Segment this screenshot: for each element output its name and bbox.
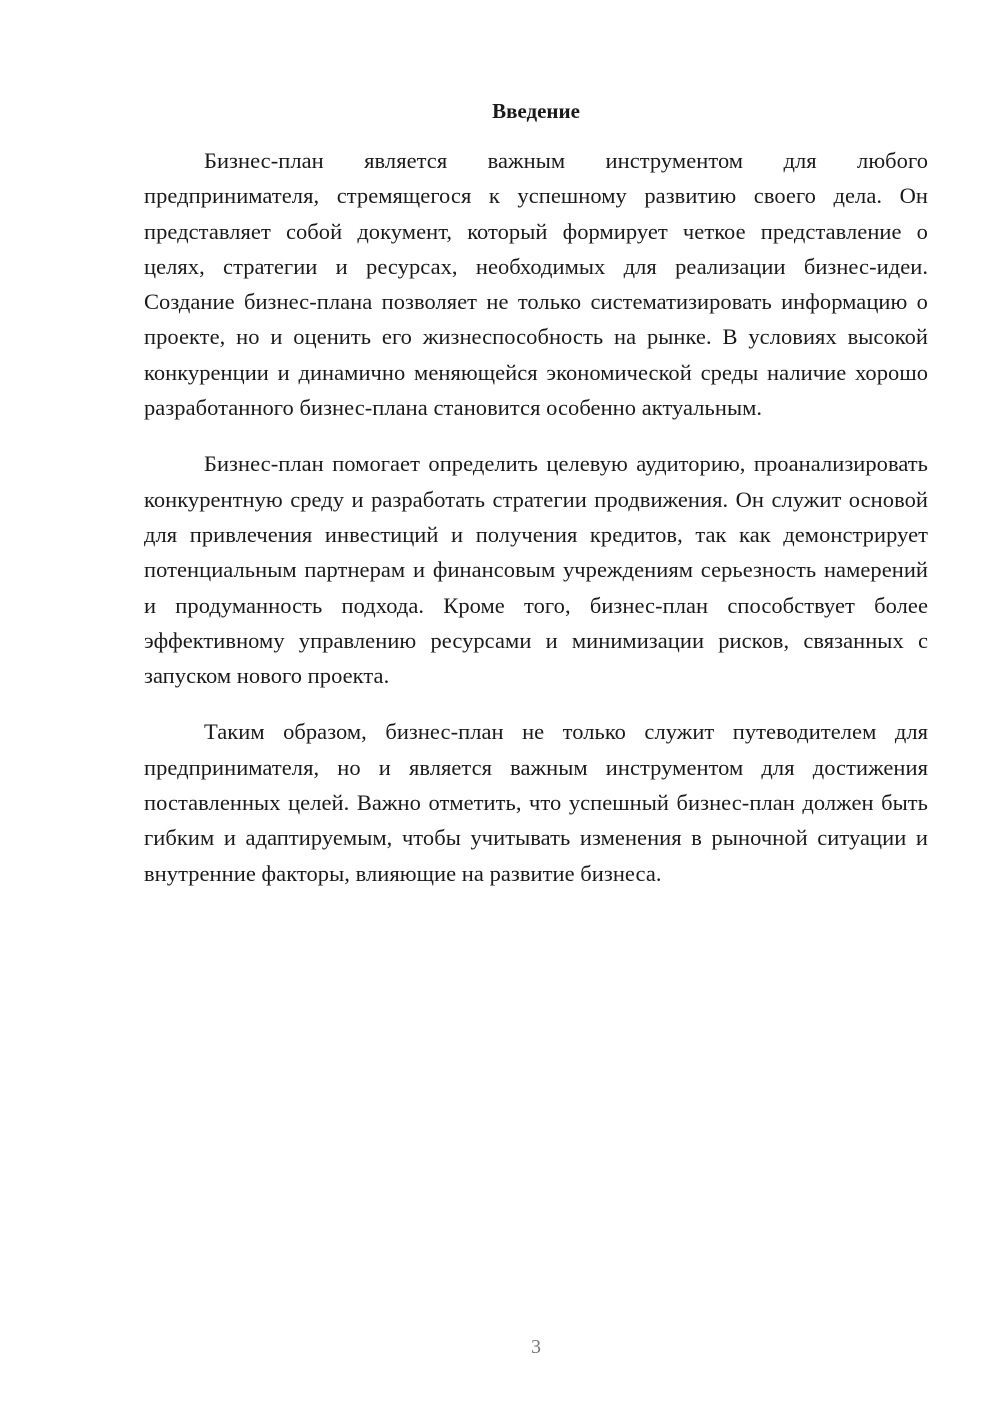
paragraph-2: Бизнес-план помогает определить целевую аудиторию, проанализировать конкурентную среду и разработать стратегии продвижения. Он служит основой для привлечения инвестиций и получения кредитов, так как демонстрирует потенциальным партнерам и финансовым учреждениям серьезность намерений и продуманность подхода. Кроме того, бизнес-план способствует более эффективному управлению ресурсами и минимизации рисков, связанных с запуском нового проекта. xyxy=(144,451,928,689)
paragraph-1: Бизнес-план является важным инструментом для любого предпринимателя, стремящегося к успешному развитию своего дела. Он представляет собой документ, который формирует четкое представление о целях, стратегии и ресурсах, необходимых для реализации бизнес-идеи. Создание бизнес-плана позволяет не только систематизировать информацию о проекте, но и оценить его жизнеспособность на рынке. В условиях высокой конкуренции и динамично меняющейся экономической среды наличие хорошо разработанного бизнес-плана становится особенно актуальным. xyxy=(144,148,928,421)
page-number: 3 xyxy=(531,1336,541,1358)
page-title: Введение xyxy=(492,99,580,123)
document-body xyxy=(144,143,928,912)
paragraph-3: Таким образом, бизнес-план не только служит путеводителем для предпринимателя, но и является важным инструментом для достижения поставленных целей. Важно отметить, что успешный бизнес-план должен быть гибким и адаптируемым, чтобы учитывать изменения в рыночной ситуации и внутренние факторы, влияющие на развитие бизнеса. xyxy=(144,719,928,886)
